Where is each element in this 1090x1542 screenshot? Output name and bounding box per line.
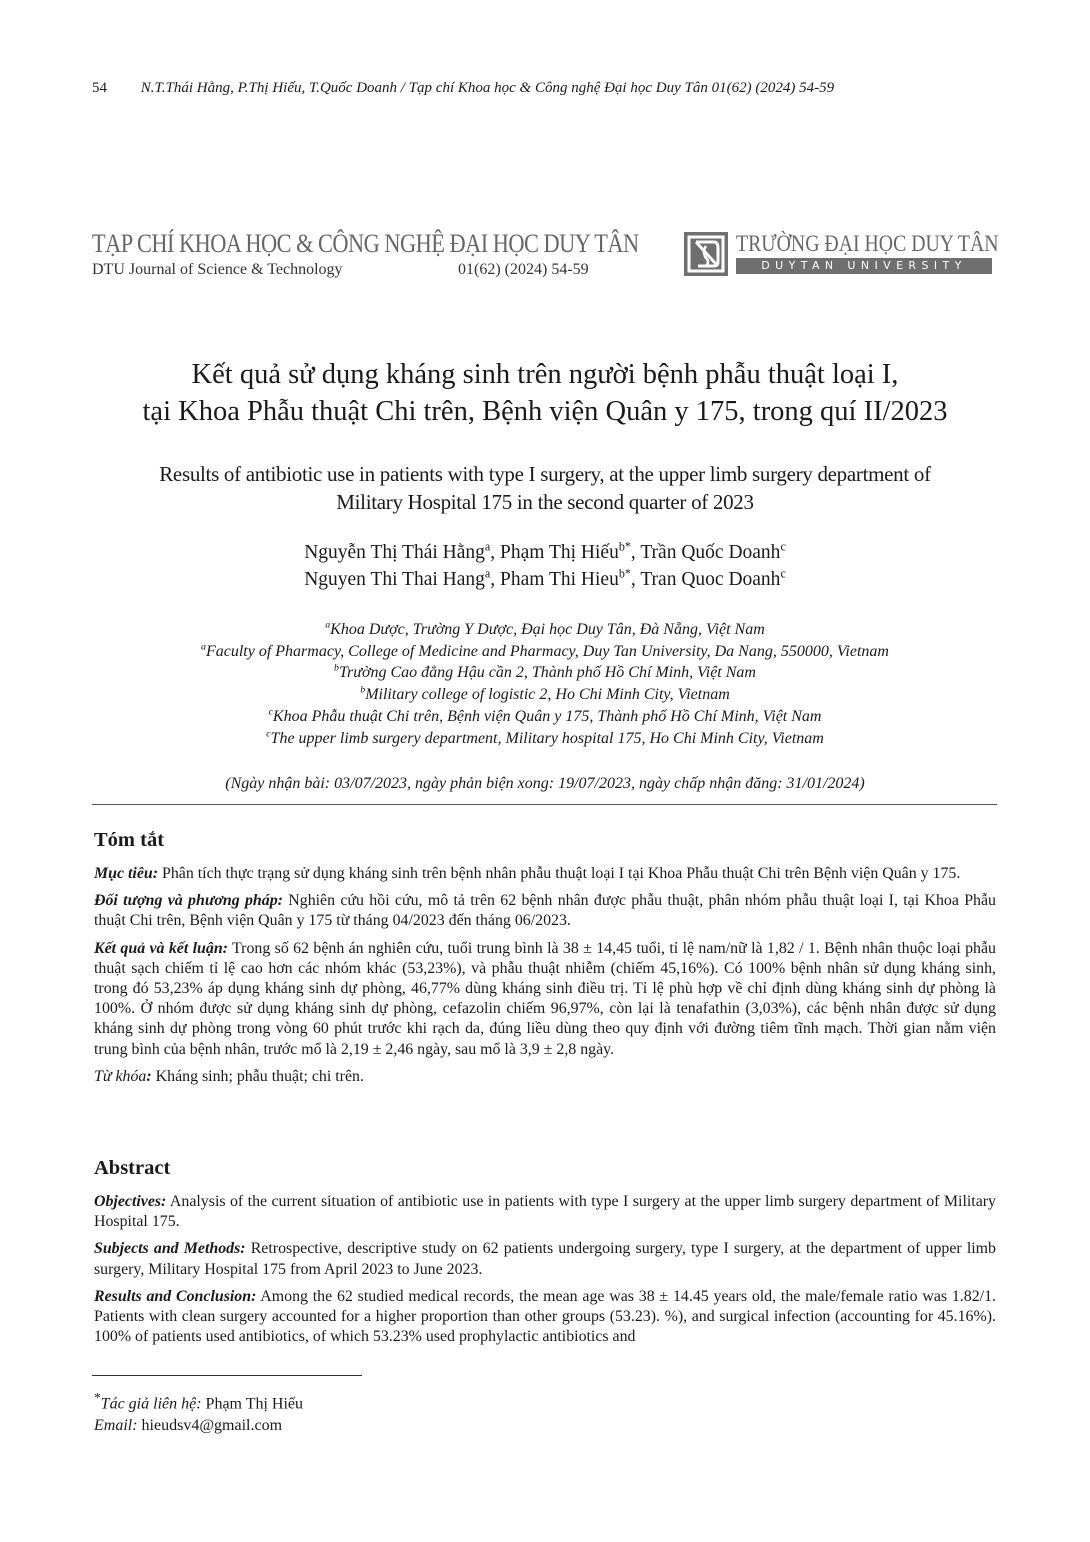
affiliation-sup: b [334,663,339,675]
affiliation-text: Faculty of Pharmacy, College of Medicine and Pharmacy, Duy Tan University, Da Nang, 550000, Vietnam [205,642,889,660]
journal-issue: 01(62) (2024) 54-59 [458,261,589,278]
footnote-marker: * [94,1390,101,1405]
label-muc-tieu: Mục tiêu: [94,865,159,882]
paragraph-doi-tuong [94,891,996,931]
footnote-email-label: Email: [94,1417,138,1435]
author-sup: b* [618,566,631,581]
footnote [94,1387,303,1437]
journal-name-en-row [92,260,652,280]
affiliation-text: Khoa Dược, Trường Y Dược, Đại học Duy Tân, Đà Nẵng, Việt Nam [330,621,765,638]
text-results: Among the 62 studied medical records, the mean age was 38 ± 14.45 years old, the male/female ratio was 1.82/1. Patients with clean surgery accounted for a higher proportion than other groups (53.23). %), and surgical infection (accounting for 45.16%). 100% of patients used antibiotics, of which 53.23% used prophylactic antibiotics and [94,1287,996,1346]
author-sup: b* [618,539,631,554]
title-en-line: Military Hospital 175 in the second quarter of 2023 [336,490,754,514]
paragraph-objectives [94,1192,996,1232]
logo-name-en: DUYTAN UNIVERSITY [736,258,992,274]
author-name: Phạm Thị Hiếu [500,542,619,563]
text-ket-qua: Trong số 62 bệnh án nghiên cứu, tuổi trung bình là 38 ± 14,45 tuổi, tỉ lệ nam/nữ là 1,82 / 1. Bệnh nhân thuộc loại phẫu thuật sạch chiếm tỉ lệ cao hơn các nhóm khác (53,23%), và phẫu thuật nhiễm (chiếm 45,16%). Có 100% bệnh nhân sử dụng kháng sinh, trong đó 53,23% áp dụng kháng sinh dự phòng, 46,77% dùng kháng sinh điều trị. Tỉ lệ phù hợp về chỉ định dùng kháng sinh dự phòng là 100%. Ở nhóm được sử dụng kháng sinh dự phòng, cefazolin chiếm 96,97%, còn lại là tenafathin (3,03%), các bệnh nhân được sử dụng kháng sinh dự phòng trong vòng 60 phút trước khi rạch da, đúng liều dùng theo quy định với đường tiêm tĩnh mạch. Thời gian nằm viện trung bình của bệnh nhân, trước mổ là 2,19 ± 2,46 ngày, sau mổ là 3,9 ± 2,8 ngày. [94,939,996,1058]
affiliation-item [60,684,1030,706]
duytan-logo-icon [684,232,728,276]
text-methods: Retrospective, descriptive study on 62 patients undergoing surgery, type I surgery, at the department of upper limb surgery, Military Hospital 175 from April 2023 to June 2023. [94,1240,996,1278]
university-logo [684,230,999,278]
affiliation-item [60,706,1030,728]
authors-en [60,566,1030,593]
affiliation-text: Trường Cao đẳng Hậu cần 2, Thành phố Hồ Chí Minh, Việt Nam [338,664,756,682]
author-separator: , [630,569,641,590]
affiliation-text: The upper limb surgery department, Military hospital 175, Ho Chi Minh City, Vietnam [270,729,824,747]
author-name: Pham Thi Hieu [500,569,619,590]
affiliation-sup: a [201,641,206,653]
affiliation-sup: c [266,728,271,740]
footnote-contact-name: Phạm Thị Hiếu [201,1395,304,1413]
author-name: Tran Quoc Doanh [640,569,781,590]
journal-masthead [92,228,652,288]
author-name: Nguyễn Thị Thái Hằng [304,542,485,563]
title-en-line: Results of antibiotic use in patients with type I surgery, at the upper limb surgery department of [159,462,931,486]
author-separator: , [490,569,501,590]
label-results: Results and Conclusion: [94,1287,257,1305]
title-en [60,460,1030,516]
author-name: Trần Quốc Doanh [640,542,781,563]
text-doi-tuong: Nghiên cứu hồi cứu, mô tả trên 62 bệnh nhân được phẫu thuật, phân nhóm phẫu thuật loại I, tại Khoa Phẫu thuật Chi trên, Bệnh viện Quân y 175 từ tháng 04/2023 đến tháng 06/2023. [94,892,996,930]
affiliation-item [60,641,1030,663]
submission-dates: (Ngày nhận bài: 03/07/2023, ngày phản biện xong: 19/07/2023, ngày chấp nhận đăng: 31/01/2024) [225,775,865,792]
label-tu-khoa-colon: : [146,1067,152,1085]
affiliation-item [60,728,1030,750]
label-doi-tuong: Đối tượng và phương pháp: [94,892,283,910]
journal-name-vn: TẠP CHÍ KHOA HỌC & CÔNG NGHỆ ĐẠI HỌC DUY TÂN [92,229,639,258]
page-number: 54 [92,80,107,96]
footnote-contact [94,1387,303,1415]
abstract-body [94,1192,996,1354]
affiliation-text: Khoa Phẫu thuật Chi trên, Bệnh viện Quân y 175, Thành phố Hồ Chí Minh, Việt Nam [272,707,822,725]
footnote-email: hieudsv4@gmail.com [137,1417,283,1435]
footnote-rule [92,1375,362,1376]
author-name: Nguyen Thi Thai Hang [304,569,485,590]
label-ket-qua: Kết quả và kết luận: [94,939,228,957]
title-vn-line: tại Khoa Phẫu thuật Chi trên, Bệnh viện Quân y 175, trong quí II/2023 [142,396,948,427]
author-separator: , [630,542,641,563]
affiliation-list [60,619,1030,749]
paragraph-methods [94,1239,996,1279]
author-sup: c [780,566,786,581]
heading-tom-tat: Tóm tắt [94,829,165,851]
affiliation-item [60,619,1030,641]
running-header [92,80,992,102]
journal-name-en: DTU Journal of Science & Technology [92,261,343,278]
footnote-email-row [94,1415,303,1437]
label-methods: Subjects and Methods: [94,1240,246,1258]
running-citation: N.T.Thái Hằng, P.Thị Hiếu, T.Quốc Doanh / Tạp chí Khoa học & Công nghệ Đại học Duy Tân 01(62) (2024) 54-59 [140,80,835,96]
paragraph-results [94,1287,996,1348]
logo-name-vn: TRƯỜNG ĐẠI HỌC DUY TÂN [736,231,999,256]
author-sup: a [484,566,491,581]
heading-abstract: Abstract [94,1157,171,1179]
affiliation-text: Military college of logistic 2, Ho Chi Minh City, Vietnam [365,686,730,704]
label-objectives: Objectives: [94,1193,167,1210]
affiliation-item [60,662,1030,684]
paragraph-ket-qua [94,939,996,1060]
footnote-contact-label: Tác giả liên hệ: [100,1395,202,1413]
label-tu-khoa: Từ khóa [94,1067,147,1085]
paragraph-tu-khoa [94,1067,996,1087]
text-objectives: Analysis of the current situation of antibiotic use in patients with type I surgery at the upper limb surgery department of Military Hospital 175. [94,1193,996,1231]
affiliation-sup: b [360,684,366,696]
title-vn-line: Kết quả sử dụng kháng sinh trên người bệnh phẫu thuật loại I, [191,359,899,390]
section-divider [92,804,997,805]
author-list [60,539,1030,593]
affiliation-sup: c [268,706,273,718]
title-vn [60,356,1030,430]
authors-vn [60,539,1030,566]
paragraph-muc-tieu [94,864,996,884]
tom-tat-body [94,864,996,1094]
affiliation-sup: a [325,619,331,631]
text-tu-khoa: Kháng sinh; phẫu thuật; chi trên. [151,1067,364,1085]
text-muc-tieu: Phân tích thực trạng sử dụng kháng sinh trên bệnh nhân phẫu thuật loại I tại Khoa Phẫu thuật Chi trên Bệnh viện Quân y 175. [158,865,961,882]
author-sup: c [780,539,786,554]
author-sup: a [484,539,491,554]
author-separator: , [490,542,501,563]
